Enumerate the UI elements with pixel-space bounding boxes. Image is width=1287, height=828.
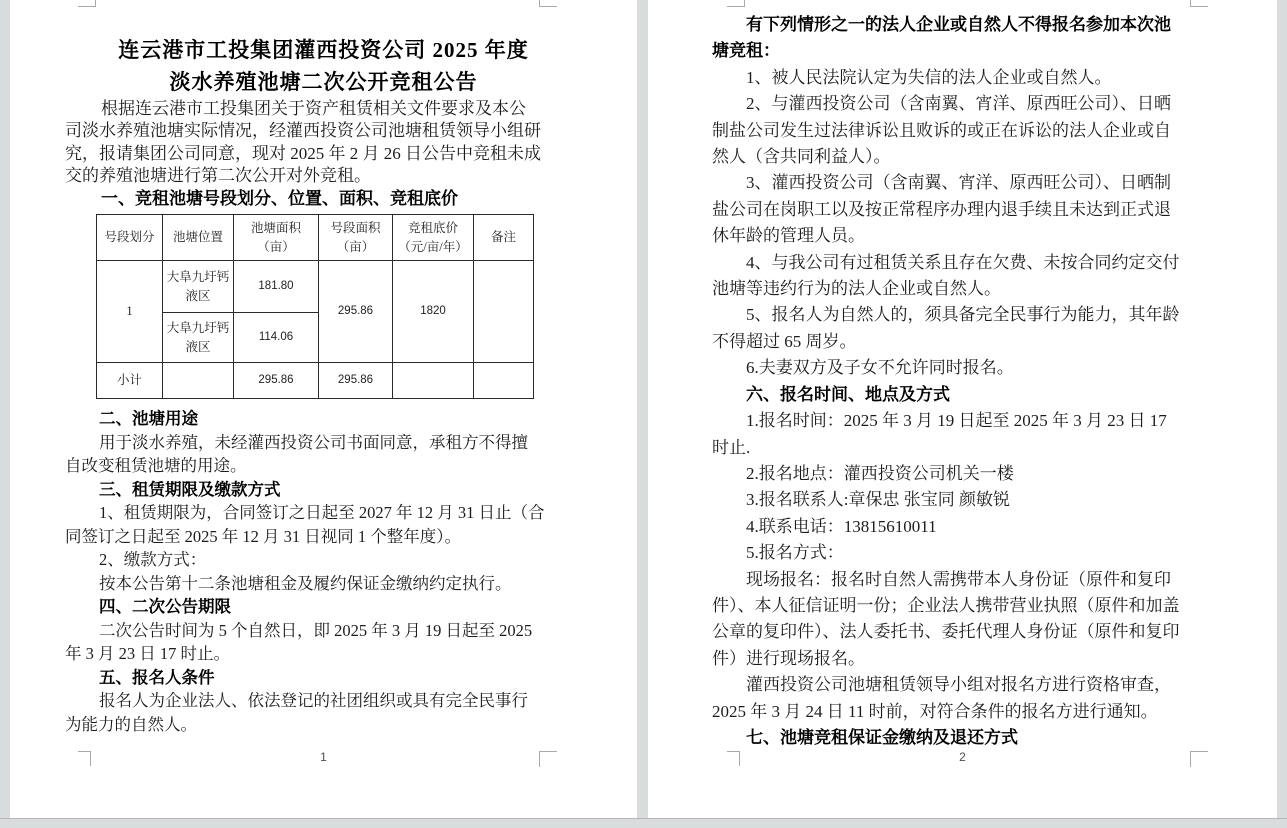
text-line: 5、报名人为自然人的，须具备完全民事行为能力，其年龄 xyxy=(746,305,1180,325)
cell-subtotal-segment-area: 295.86 xyxy=(319,363,393,399)
section-heading-6: 六、报名时间、地点及方式 xyxy=(746,384,950,404)
text-line: 究，报请集团公司同意，现对 2025 年 2 月 26 日公告中竞租未成 xyxy=(65,143,541,163)
cell-base-price: 1820 xyxy=(393,261,474,363)
col-header-remark: 备注 xyxy=(474,215,534,261)
text-line: 公章的复印件）、法人委托书、委托代理人身份证（原件和复印 xyxy=(712,622,1180,642)
page-number-2: 2 xyxy=(959,750,966,764)
text-line: 休年龄的管理人员。 xyxy=(712,226,865,246)
intro-paragraph xyxy=(65,98,590,210)
text-line: 用于淡水养殖，未经灌西投资公司书面同意，承租方不得擅 xyxy=(99,432,528,452)
text-line: 时止. xyxy=(712,437,751,457)
document-title-line2: 淡水养殖池塘二次公开竞租公告 xyxy=(169,70,478,94)
cell-subtotal-label: 小计 xyxy=(97,363,163,399)
page-divider xyxy=(637,0,648,818)
pond-lease-table xyxy=(96,214,534,399)
text-line: 不得超过 65 周岁。 xyxy=(712,331,857,351)
document-title-line1: 连云港市工投集团灌西投资公司 2025 年度 xyxy=(118,38,529,62)
cell-empty xyxy=(393,363,474,399)
margin-mark-top-left xyxy=(78,0,96,7)
text-line: 6.夫妻双方及子女不允许同时报名。 xyxy=(746,358,1014,378)
section-heading-5: 五、报名人条件 xyxy=(99,667,215,687)
text-line: 自改变租赁池塘的用途。 xyxy=(65,456,247,475)
text-line: 盐公司在岗职工以及按正常程序办理内退手续且未达到正式退 xyxy=(712,199,1171,219)
text-line: 为能力的自然人。 xyxy=(65,714,197,734)
text-line: 塘竞租： xyxy=(712,41,780,61)
col-header-pond-area: 池塘面积（亩） xyxy=(234,215,319,261)
cell-area-2: 114.06 xyxy=(234,313,319,363)
text-line: 2、与灌西投资公司（含南翼、宵洋、原西旺公司）、日晒 xyxy=(746,94,1171,114)
text-line: 1、租赁期限为，合同签订之日起至 2027 年 12 月 31 日止（合 xyxy=(99,503,545,522)
text-line: 按本公告第十二条池塘租金及履约保证金缴纳约定执行。 xyxy=(99,573,512,593)
text-line: 然人（含共同利益人）。 xyxy=(712,147,891,167)
text-line: 3、灌西投资公司（含南翼、宵洋、原西旺公司）、日晒制 xyxy=(746,173,1171,193)
col-header-base-price: 竞租底价（元/亩/年） xyxy=(393,215,474,261)
text-line: 5.报名方式： xyxy=(746,543,844,563)
cell-remark xyxy=(474,261,534,363)
text-line: 4.联系电话：13815610011 xyxy=(746,516,937,536)
text-line: 年 3 月 23 日 17 时止。 xyxy=(65,644,230,663)
text-line: 制盐公司发生过法律诉讼且败诉的或正在诉讼的法人企业或自 xyxy=(712,120,1171,140)
text-line: 1.报名时间：2025 年 3 月 19 日起至 2025 年 3 月 23 日 17 xyxy=(746,411,1167,431)
section-heading-7: 七、池塘竞租保证金缴纳及退还方式 xyxy=(746,727,1018,747)
app-gutter-right xyxy=(1277,0,1287,818)
cell-empty xyxy=(474,363,534,399)
col-header-segment-area: 号段面积（亩） xyxy=(319,215,393,261)
cell-area-1: 181.80 xyxy=(234,261,319,313)
cell-empty xyxy=(163,363,234,399)
text-line: 2.报名地点：灌西投资公司机关一楼 xyxy=(746,463,1014,483)
text-line: 根据连云港市工投集团关于资产租赁相关文件要求及本公 xyxy=(101,99,526,118)
cell-location-2: 大阜九圩钙液区 xyxy=(163,313,234,363)
document-page-1 xyxy=(10,0,637,818)
text-line: 司淡水养殖池塘实际情况，经灌西投资公司池塘租赁领导小组研 xyxy=(65,121,541,141)
text-line: 件）、本人征信证明一份；企业法人携带营业执照（原件和加盖 xyxy=(712,595,1180,615)
body-text xyxy=(65,407,590,736)
text-line: 有下列情形之一的法人企业或自然人不得报名参加本次池 xyxy=(746,15,1171,34)
margin-mark-top-left xyxy=(727,0,745,7)
cell-segment-area: 295.86 xyxy=(319,261,393,363)
text-line: 报名人为企业法人、依法登记的社团组织或具有完全民事行 xyxy=(99,691,528,710)
table-row-subtotal xyxy=(97,363,534,399)
text-line: 2025 年 3 月 24 日 11 时前，对符合条件的报名方进行通知。 xyxy=(712,701,1158,721)
col-header-location: 池塘位置 xyxy=(163,215,234,261)
app-gutter-bottom xyxy=(0,818,1287,828)
text-line: 件）进行现场报名。 xyxy=(712,648,865,668)
text-line: 池塘等违约行为的法人企业或自然人。 xyxy=(712,279,1001,299)
text-line: 4、与我公司有过租赁关系且存在欠费、未按合同约定交付 xyxy=(746,252,1180,272)
margin-mark-top-right xyxy=(1190,0,1208,7)
page-number-1: 1 xyxy=(320,750,327,764)
text-line: 二次公告时间为 5 个自然日，即 2025 年 3 月 19 日起至 2025 xyxy=(99,620,533,640)
body-text xyxy=(712,12,1212,751)
margin-mark-top-right xyxy=(539,0,557,7)
text-line: 3.报名联系人:章保忠 张宝同 颜敏锐 xyxy=(746,490,1010,510)
section-heading-3: 三、租赁期限及缴款方式 xyxy=(99,479,281,499)
text-line: 1、被人民法院认定为失信的法人企业或自然人。 xyxy=(746,67,1112,87)
section-heading-1: 一、竞租池塘号段划分、位置、面积、竞租底价 xyxy=(101,188,458,208)
app-gutter-left xyxy=(0,0,10,818)
table-row xyxy=(97,261,534,313)
cell-location-1: 大阜九圩钙液区 xyxy=(163,261,234,313)
text-line: 交的养殖池塘进行第二次公开对外竞租。 xyxy=(65,166,371,186)
cell-segment-no: 1 xyxy=(97,261,163,363)
text-line: 现场报名：报名时自然人需携带本人身份证（原件和复印 xyxy=(746,569,1171,589)
col-header-segment: 号段划分 xyxy=(97,215,163,261)
document-page-2 xyxy=(648,0,1277,818)
text-line: 2、缴款方式： xyxy=(99,550,207,569)
cell-subtotal-pond-area: 295.86 xyxy=(234,363,319,399)
text-line: 灌西投资公司池塘租赁领导小组对报名方进行资格审查， xyxy=(746,675,1171,695)
section-heading-4: 四、二次公告期限 xyxy=(99,597,231,616)
section-heading-2: 二、池塘用途 xyxy=(99,409,198,428)
text-line: 同签订之日起至 2025 年 12 月 31 日视同 1 个整年度）。 xyxy=(65,526,461,546)
